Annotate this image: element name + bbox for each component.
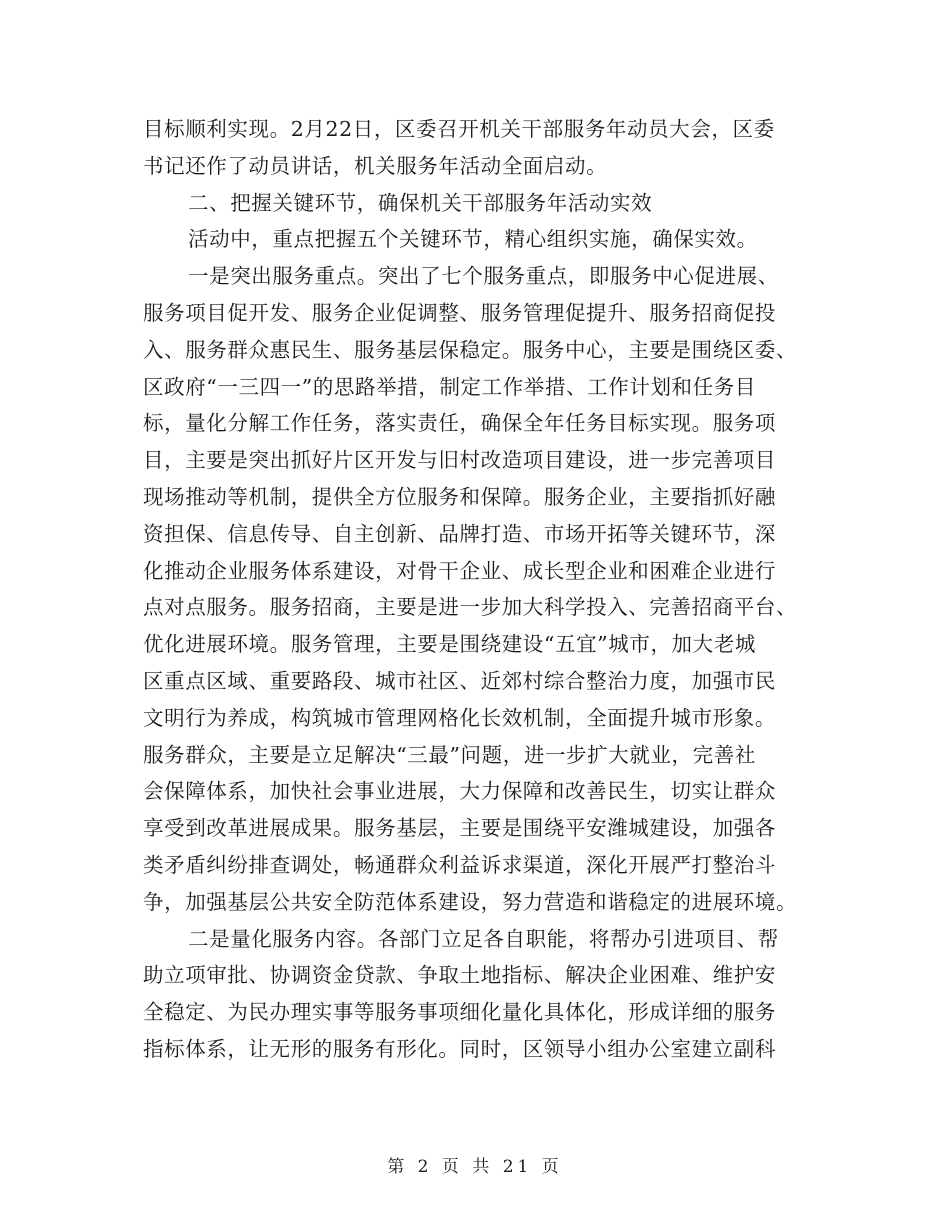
text-line: 会保障体系，加快社会事业进展，大力保障和改善民生，切实让群众 [143,779,776,804]
text-line: 区政府“一三四一”的思路举措，制定工作举措、工作计划和任务目 [143,374,756,399]
text-line: 一是突出服务重点。突出了七个服务重点，即服务中心促进展、 [188,264,779,289]
text-line: 文明行为养成，构筑城市管理网格化长效机制，全面提升城市形象。 [143,705,776,730]
text-line: 服务群众，主要是立足解决“三最”问题，进一步扩大就业，完善社 [143,742,756,767]
text-line: 入、服务群众惠民生、服务基层保稳定。服务中心，主要是围绕区委、 [143,337,798,362]
text-line: 目，主要是突出抓好片区开发与旧村改造项目建设，进一步完善项目 [143,448,776,473]
text-line: 化推动企业服务体系建设，对骨干企业、成长型企业和困难企业进行 [143,558,776,583]
text-line: 优化进展环境。服务管理，主要是围绕建设“五宜”城市，加大老城 [143,632,756,657]
page-number-footer: 第 2 页 共 21 页 [387,1157,563,1177]
text-line: 类矛盾纠纷排查调处，畅通群众利益诉求渠道，深化开展严打整治斗 [143,852,776,877]
document-body [143,111,813,1068]
text-line: 活动中，重点把握五个关键环节，精心组织实施，确保实效。 [188,227,758,252]
text-line: 现场推动等机制，提供全方位服务和保障。服务企业，主要指抓好融 [143,484,776,509]
text-line: 资担保、信息传导、自主创新、品牌打造、市场开拓等关键环节，深 [143,521,776,546]
text-line: 全稳定、为民办理实事等服务事项细化量化具体化，形成详细的服务 [143,1000,776,1025]
section-heading: 二、把握关键环节，确保机关干部服务年活动实效 [188,190,653,215]
text-line: 点对点服务。服务招商，主要是进一步加大科学投入、完善招商平台、 [143,595,798,620]
text-line: 二是量化服务内容。各部门立足各自职能，将帮办引进项目、帮 [188,926,779,951]
text-line: 标，量化分解工作任务，落实责任，确保全年任务目标实现。服务项 [143,411,776,436]
text-line: 争，加强基层公共安全防范体系建设，努力营造和谐稳定的进展环境。 [143,889,798,914]
text-line: 书记还作了动员讲话，机关服务年活动全面启动。 [143,153,608,178]
text-line: 享受到改革进展成果。服务基层，主要是围绕平安潍城建设，加强各 [143,816,776,841]
text-line: 服务项目促开发、服务企业促调整、服务管理促提升、服务招商促投 [143,300,776,325]
text-line: 目标顺利实现。2月22日，区委召开机关干部服务年动员大会，区委 [143,117,775,141]
text-line: 区重点区域、重要路段、城市社区、近郊村综合整治力度，加强市民 [143,668,776,693]
text-line: 指标体系，让无形的服务有形化。同时，区领导小组办公室建立副科 [143,1036,776,1061]
text-line: 助立项审批、协调资金贷款、争取土地指标、解决企业困难、维护安 [143,963,776,988]
